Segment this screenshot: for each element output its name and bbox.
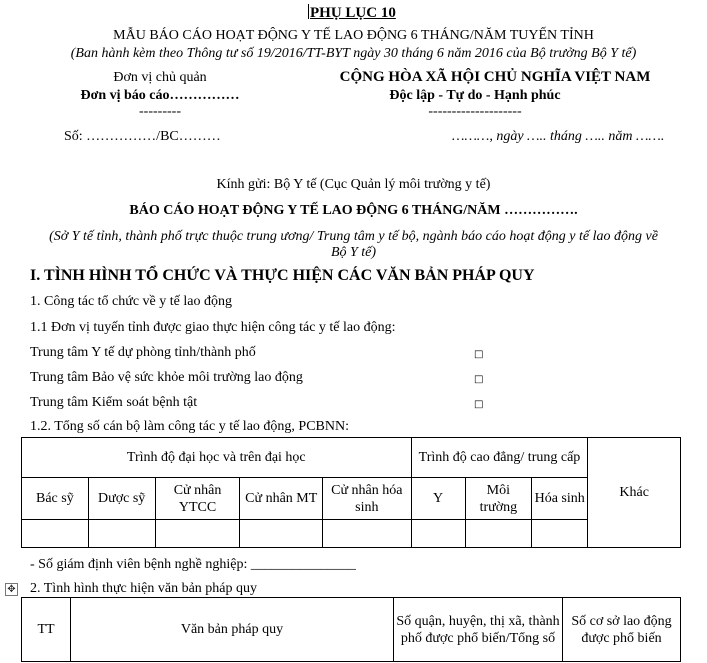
cell[interactable] [155, 520, 240, 548]
document-date: ………, ngày ….. tháng ….. năm ……. [452, 129, 665, 144]
appendix-label [308, 4, 396, 22]
cell[interactable] [22, 520, 89, 548]
col-public-health: Cử nhân YTCC [155, 478, 240, 520]
right-rule: -------------------- [428, 104, 522, 119]
table-move-handle-icon[interactable]: ✥ [5, 583, 18, 596]
item-1-2: 1.2. Tổng số cán bộ làm công tác y tế lao động, PCBNN: [30, 419, 349, 434]
option-label: Trung tâm Kiểm soát bệnh tật [30, 395, 198, 410]
col-environment: Cử nhân MT [240, 478, 323, 520]
left-rule: --------- [139, 104, 181, 119]
col-pharmacist: Dược sỹ [88, 478, 155, 520]
report-subtitle-line1: (Sở Y tế tỉnh, thành phố trực thuộc trung ương/ Trung tâm y tế bộ, ngành báo cáo hoạt động y tế lao động về [49, 229, 658, 244]
col-biochem-college: Hóa sinh [532, 478, 588, 520]
cell[interactable] [240, 520, 323, 548]
checkbox[interactable]: □ [474, 349, 484, 360]
nation-motto: Độc lập - Tự do - Hạnh phúc [389, 88, 561, 103]
cell[interactable] [411, 520, 465, 548]
col-doctor: Bác sỹ [22, 478, 89, 520]
checkbox[interactable]: □ [474, 399, 484, 410]
report-title: BÁO CÁO HOẠT ĐỘNG Y TẾ LAO ĐỘNG 6 THÁNG/NĂM ……………. [129, 203, 578, 218]
checkbox[interactable]: □ [474, 374, 484, 385]
col-legal-doc: Văn bản pháp quy [71, 598, 394, 662]
header-other: Khác [588, 438, 681, 548]
col-environment-college: Môi trường [465, 478, 531, 520]
addressee: Kính gửi: Bộ Y tế (Cục Quản lý môi trường y tế) [216, 177, 491, 192]
col-districts: Số quận, huyện, thị xã, thành phố được phổ biến/Tổng số [394, 598, 563, 662]
report-subtitle-line2: Bộ Y tế) [330, 245, 377, 260]
col-tt: TT [22, 598, 71, 662]
item-1-1: 1.1 Đơn vị tuyến tỉnh được giao thực hiện công tác y tế lao động: [30, 320, 396, 335]
cell[interactable] [532, 520, 588, 548]
text-cursor [308, 4, 309, 19]
option-label: Trung tâm Bảo vệ sức khỏe môi trường lao động [30, 370, 303, 385]
cell[interactable] [465, 520, 531, 548]
nation-name: CỘNG HÒA XÃ HỘI CHỦ NGHĨA VIỆT NAM [339, 69, 651, 85]
document-number: Số: ……………/BC……… [64, 129, 221, 144]
form-title: MẪU BÁO CÁO HOẠT ĐỘNG Y TẾ LAO ĐỘNG 6 THÁNG/NĂM TUYẾN TỈNH [113, 28, 594, 43]
appendix-text: PHỤ LỤC 10 [310, 5, 396, 21]
staff-table [21, 437, 681, 548]
cell[interactable] [323, 520, 412, 548]
item-2: 2. Tình hình thực hiện văn bản pháp quy [30, 581, 258, 596]
col-workplaces: Số cơ sở lao động được phổ biến [563, 598, 681, 662]
parent-unit: Đơn vị chủ quản [113, 70, 207, 85]
cell[interactable] [88, 520, 155, 548]
option-label: Trung tâm Y tế dự phòng tỉnh/thành phố [30, 345, 256, 360]
issued-note: (Ban hành kèm theo Thông tư số 19/2016/TT-BYT ngày 30 tháng 6 năm 2016 của Bộ trưởng Bộ Y tế) [70, 46, 637, 61]
section-heading: I. TÌNH HÌNH TỔ CHỨC VÀ THỰC HIỆN CÁC VĂN BẢN PHÁP QUY [30, 267, 535, 284]
item-1: 1. Công tác tổ chức về y tế lao động [30, 294, 232, 309]
legal-table [21, 597, 681, 662]
reporting-unit: Đơn vị báo cáo…………… [80, 88, 240, 103]
header-college: Trình độ cao đẳng/ trung cấp [411, 438, 588, 478]
header-university: Trình độ đại học và trên đại học [22, 438, 412, 478]
col-biochem: Cử nhân hóa sinh [323, 478, 412, 520]
assessors-line: - Số giám định viên bệnh nghề nghiệp: _______________ [30, 557, 356, 572]
col-medicine: Y [411, 478, 465, 520]
